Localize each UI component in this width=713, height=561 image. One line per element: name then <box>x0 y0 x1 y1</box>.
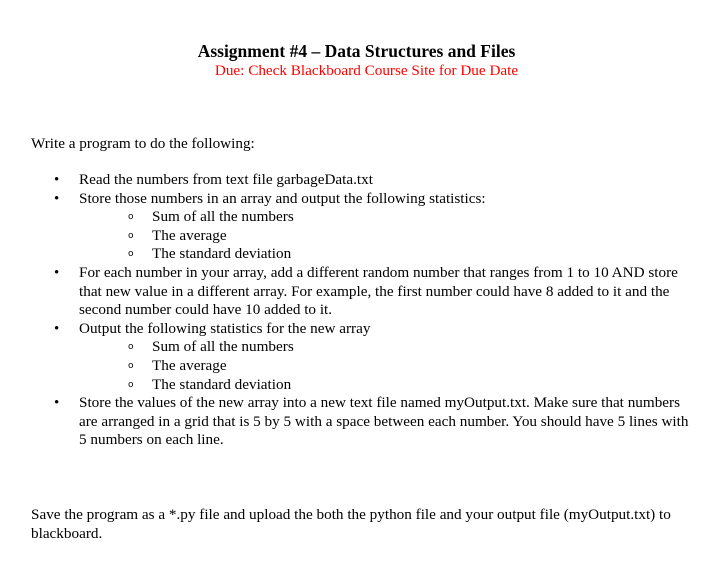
list-item <box>54 190 694 264</box>
hollow-bullet-icon: o <box>128 212 134 223</box>
sub-list <box>79 208 694 264</box>
sub-list-item-text: Sum of all the numbers <box>152 338 294 356</box>
hollow-bullet-icon: o <box>128 360 134 371</box>
sub-list-item <box>79 376 694 395</box>
sub-list-item-text: The average <box>152 226 227 244</box>
list-item <box>54 171 694 190</box>
list-item <box>54 264 694 320</box>
hollow-bullet-icon: o <box>128 342 134 353</box>
instructions-intro: Write a program to do the following: <box>31 135 255 152</box>
sub-list-item <box>79 338 694 357</box>
sub-list-item-text: The average <box>152 356 227 374</box>
sub-list <box>79 338 694 394</box>
hollow-bullet-icon: o <box>128 249 134 260</box>
sub-list-item-text: Sum of all the numbers <box>152 208 294 226</box>
due-date-note: Due: Check Blackboard Course Site for Due Date <box>214 62 519 79</box>
bullet-icon: • <box>54 320 60 337</box>
bullet-icon: • <box>54 395 60 412</box>
bullet-icon: • <box>54 172 60 188</box>
list-item-text: For each number in your array, add a different random number that ranges from 1 to 10 AND store that new value in a different array. For example, the first number could have 8 added to it and the second number could have 10 added to it. <box>79 263 678 319</box>
hollow-bullet-icon: o <box>128 230 134 241</box>
list-item <box>54 320 694 394</box>
sub-list-item <box>79 208 694 227</box>
list-item-text: Read the numbers from text file garbageData.txt <box>79 171 373 188</box>
requirements-list <box>54 171 694 450</box>
sub-list-item <box>79 357 694 376</box>
sub-list-item <box>79 245 694 264</box>
sub-list-item-text: The standard deviation <box>152 375 292 393</box>
list-item-text: Store those numbers in an array and output the following statistics: <box>79 189 486 207</box>
bullet-icon: • <box>54 264 60 281</box>
bullet-icon: • <box>54 190 60 207</box>
submission-instructions: Save the program as a *.py file and upload the both the python file and your output file (myOutput.txt) to blackboard. <box>31 506 671 542</box>
list-item-text: Output the following statistics for the new array <box>79 319 371 337</box>
sub-list-item-text: The standard deviation <box>152 245 292 263</box>
list-item <box>54 394 694 450</box>
sub-list-item <box>79 227 694 246</box>
assignment-title: Assignment #4 – Data Structures and Files <box>197 41 516 61</box>
hollow-bullet-icon: o <box>128 379 134 390</box>
list-item-text: Store the values of the new array into a new text file named myOutput.txt. Make sure that numbers are arranged in a grid that is 5 by 5 with a space between each number. You should have 5 lines with 5 numbers on each line. <box>79 394 689 449</box>
